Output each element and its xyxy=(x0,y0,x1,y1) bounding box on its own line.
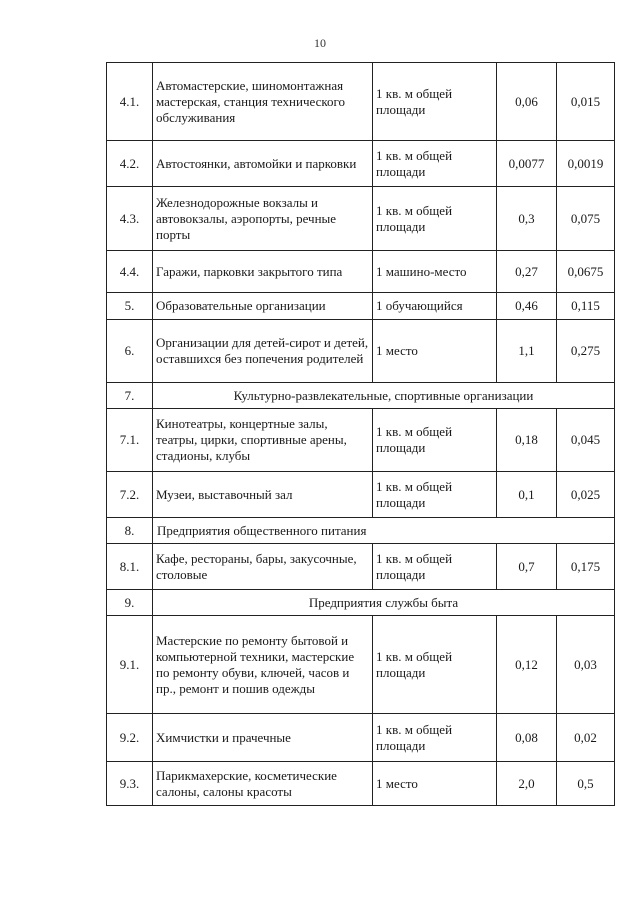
value-1: 0,27 xyxy=(497,251,557,293)
page-number: 10 xyxy=(314,36,326,50)
unit-of-measure: 1 место xyxy=(373,762,497,806)
table-row xyxy=(107,762,615,806)
section-row xyxy=(107,518,615,544)
norms-table xyxy=(106,62,615,806)
row-number: 7.2. xyxy=(107,472,153,518)
section-number: 9. xyxy=(107,590,153,616)
value-1: 0,3 xyxy=(497,187,557,251)
unit-of-measure: 1 кв. м общей площади xyxy=(373,63,497,141)
object-name: Автомастерские, шиномонтажная мастерская, станция технического обслуживания xyxy=(153,63,373,141)
table-row xyxy=(107,616,615,714)
value-2: 0,02 xyxy=(557,714,615,762)
unit-of-measure: 1 кв. м общей площади xyxy=(373,544,497,590)
value-1: 2,0 xyxy=(497,762,557,806)
object-name: Организации для детей-сирот и детей, оставшихся без попечения родителей xyxy=(153,320,373,383)
value-1: 0,08 xyxy=(497,714,557,762)
value-2: 0,015 xyxy=(557,63,615,141)
value-2: 0,045 xyxy=(557,409,615,472)
unit-of-measure: 1 кв. м общей площади xyxy=(373,472,497,518)
object-name: Образовательные организации xyxy=(153,293,373,320)
value-2: 0,0675 xyxy=(557,251,615,293)
unit-of-measure: 1 место xyxy=(373,320,497,383)
object-name: Кафе, рестораны, бары, закусочные, столовые xyxy=(153,544,373,590)
table-row xyxy=(107,714,615,762)
unit-of-measure: 1 машино-место xyxy=(373,251,497,293)
object-name: Парикмахерские, косметические салоны, салоны красоты xyxy=(153,762,373,806)
section-number: 8. xyxy=(107,518,153,544)
section-title: Предприятия службы быта xyxy=(153,590,615,616)
object-name: Музеи, выставочный зал xyxy=(153,472,373,518)
object-name: Мастерские по ремонту бытовой и компьютерной техники, мастерские по ремонту обуви, ключей, часов и пр., ремонт и пошив одежды xyxy=(153,616,373,714)
value-2: 0,0019 xyxy=(557,141,615,187)
row-number: 9.3. xyxy=(107,762,153,806)
value-2: 0,03 xyxy=(557,616,615,714)
table-row xyxy=(107,141,615,187)
value-1: 0,18 xyxy=(497,409,557,472)
row-number: 9.2. xyxy=(107,714,153,762)
object-name: Кинотеатры, концертные залы, театры, цирки, спортивные арены, стадионы, клубы xyxy=(153,409,373,472)
table-row xyxy=(107,544,615,590)
unit-of-measure: 1 кв. м общей площади xyxy=(373,141,497,187)
unit-of-measure: 1 обучающийся xyxy=(373,293,497,320)
section-title: Предприятия общественного питания xyxy=(153,518,615,544)
unit-of-measure: 1 кв. м общей площади xyxy=(373,714,497,762)
row-number: 4.1. xyxy=(107,63,153,141)
value-1: 0,12 xyxy=(497,616,557,714)
unit-of-measure: 1 кв. м общей площади xyxy=(373,187,497,251)
object-name: Гаражи, парковки закрытого типа xyxy=(153,251,373,293)
value-2: 0,5 xyxy=(557,762,615,806)
value-2: 0,025 xyxy=(557,472,615,518)
value-1: 0,06 xyxy=(497,63,557,141)
value-2: 0,075 xyxy=(557,187,615,251)
value-1: 0,7 xyxy=(497,544,557,590)
row-number: 7.1. xyxy=(107,409,153,472)
row-number: 4.2. xyxy=(107,141,153,187)
table-row xyxy=(107,63,615,141)
section-row xyxy=(107,590,615,616)
object-name: Химчистки и прачечные xyxy=(153,714,373,762)
table-row xyxy=(107,320,615,383)
section-row xyxy=(107,383,615,409)
row-number: 6. xyxy=(107,320,153,383)
table-row xyxy=(107,293,615,320)
table-row xyxy=(107,409,615,472)
value-2: 0,115 xyxy=(557,293,615,320)
row-number: 4.4. xyxy=(107,251,153,293)
row-number: 5. xyxy=(107,293,153,320)
table-row xyxy=(107,187,615,251)
object-name: Железнодорожные вокзалы и автовокзалы, аэропорты, речные порты xyxy=(153,187,373,251)
row-number: 8.1. xyxy=(107,544,153,590)
value-1: 0,0077 xyxy=(497,141,557,187)
value-1: 1,1 xyxy=(497,320,557,383)
table-row xyxy=(107,251,615,293)
object-name: Автостоянки, автомойки и парковки xyxy=(153,141,373,187)
unit-of-measure: 1 кв. м общей площади xyxy=(373,409,497,472)
value-1: 0,1 xyxy=(497,472,557,518)
value-2: 0,275 xyxy=(557,320,615,383)
row-number: 4.3. xyxy=(107,187,153,251)
section-number: 7. xyxy=(107,383,153,409)
section-title: Культурно-развлекательные, спортивные организации xyxy=(153,383,615,409)
unit-of-measure: 1 кв. м общей площади xyxy=(373,616,497,714)
row-number: 9.1. xyxy=(107,616,153,714)
table-row xyxy=(107,472,615,518)
value-2: 0,175 xyxy=(557,544,615,590)
value-1: 0,46 xyxy=(497,293,557,320)
